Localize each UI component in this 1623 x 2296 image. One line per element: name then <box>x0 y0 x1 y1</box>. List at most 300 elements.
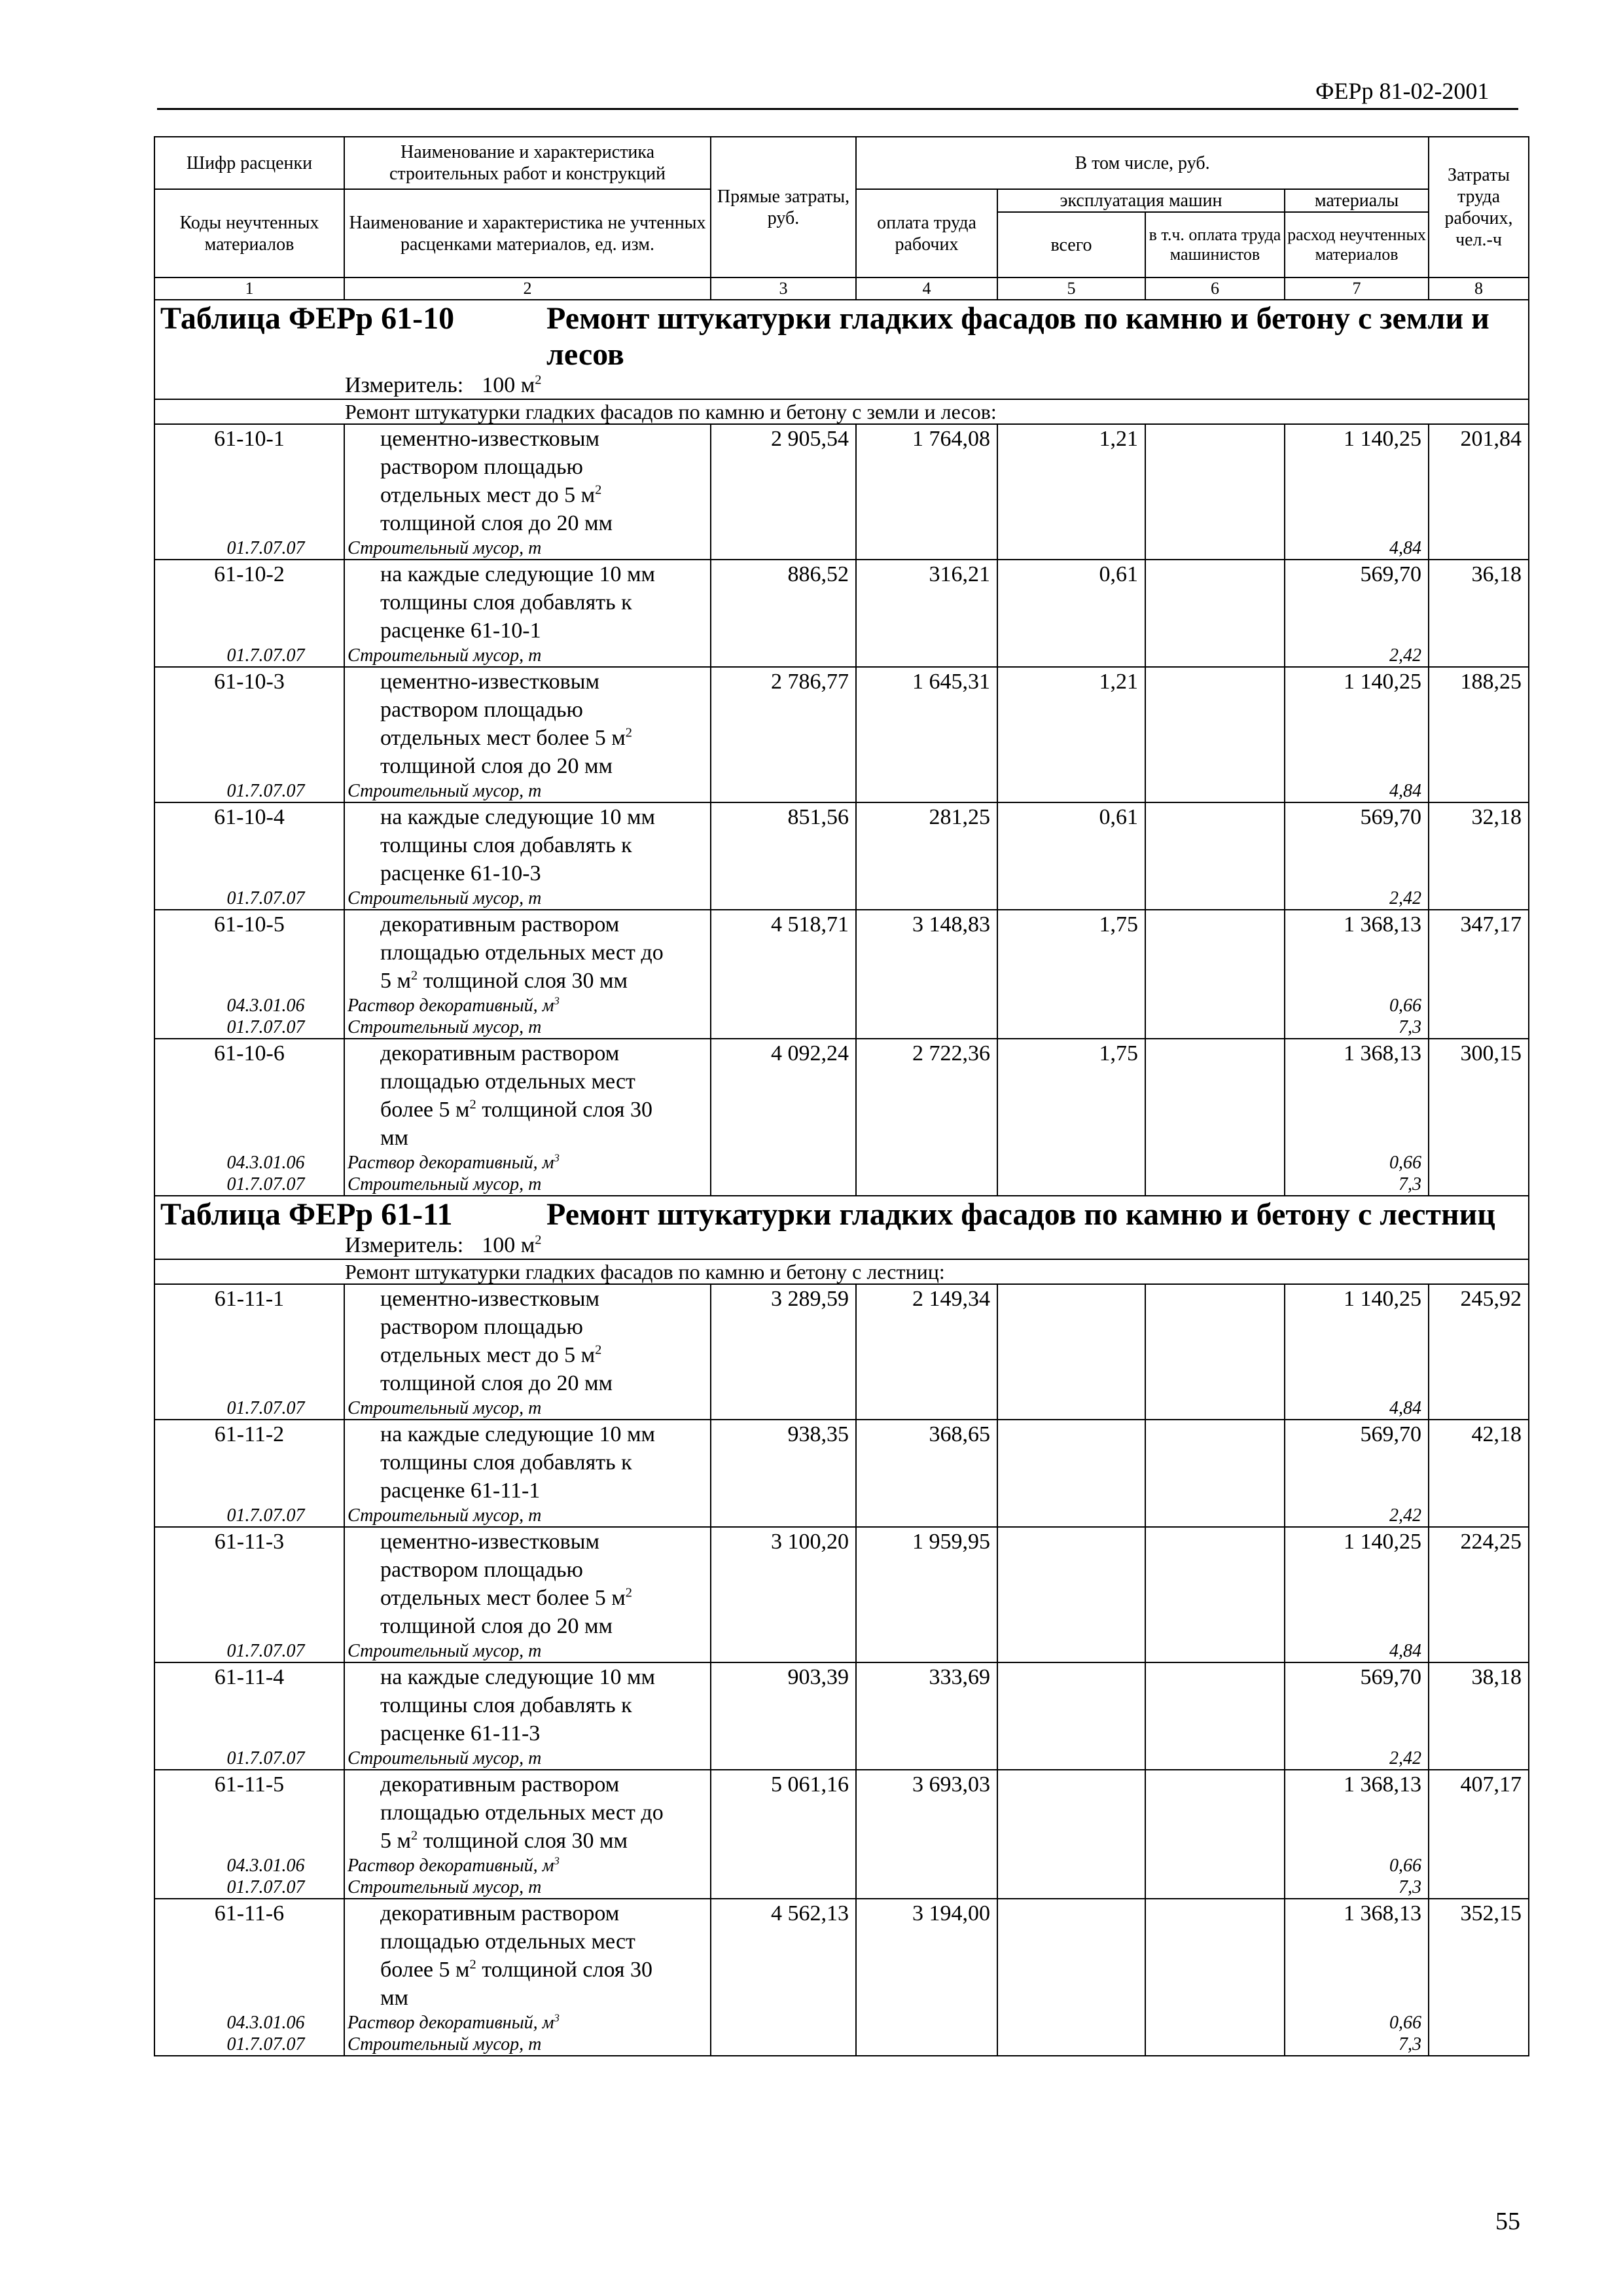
machines-total <box>997 1420 1145 1505</box>
price-table <box>154 136 1529 2056</box>
material-quantity: 2,42 <box>1285 645 1429 667</box>
machines-total <box>997 1527 1145 1640</box>
description-line: цементно-известковым <box>380 670 600 694</box>
empty-cell <box>1429 1016 1529 1039</box>
empty-cell <box>1145 1505 1285 1527</box>
material-quantity: 0,66 <box>1285 2012 1429 2034</box>
rate-row <box>154 667 1529 780</box>
col-material-names-header: Наименование и характеристика не учтенных расценками материалов, ед. изм. <box>344 189 711 278</box>
empty-cell <box>1429 1152 1529 1174</box>
labor-hours: 224,25 <box>1429 1527 1529 1640</box>
col-labor-hours-header: Затраты труда рабочих, чел.-ч <box>1429 137 1529 278</box>
empty-cell <box>856 888 997 910</box>
material-row <box>154 780 1529 802</box>
empty-cell <box>856 1876 997 1899</box>
material-row <box>154 1397 1529 1420</box>
material-name-text: Раствор декоративный, м <box>348 1153 554 1173</box>
material-quantity: 4,84 <box>1285 780 1429 802</box>
empty-cell <box>1145 995 1285 1016</box>
material-quantity: 7,3 <box>1285 1016 1429 1039</box>
description-line: более 5 м <box>380 1098 470 1122</box>
material-code: 01.7.07.07 <box>154 1397 344 1420</box>
material-row <box>154 1505 1529 1527</box>
labor-hours: 32,18 <box>1429 802 1529 888</box>
direct-cost: 851,56 <box>711 802 856 888</box>
material-name <box>344 1016 711 1039</box>
material-name <box>344 645 711 667</box>
rate-code: 61-10-6 <box>154 1039 344 1152</box>
empty-cell <box>856 1505 997 1527</box>
empty-cell <box>997 1174 1145 1196</box>
rate-description: декоративным раствором площадью отдельных мест более 5 $м^2$ толщиной слоя 30 мм <box>344 1899 711 2012</box>
empty-cell <box>1429 1855 1529 1876</box>
rate-row <box>154 560 1529 645</box>
table-name: Ремонт штукатурки гладких фасадов по камню и бетону с лестниц <box>546 1197 1495 1232</box>
page-number: 55 <box>1495 2208 1520 2235</box>
material-name: Раствор декоративный, $м^3$ <box>344 1152 711 1174</box>
material-quantity: 2,42 <box>1285 1505 1429 1527</box>
empty-cell <box>1145 888 1285 910</box>
description-line: раствором площадью <box>380 1315 583 1339</box>
material-name-text: Строительный мусор, т <box>348 1398 542 1418</box>
worker-pay: 3 693,03 <box>856 1770 997 1855</box>
material-row <box>154 1016 1529 1039</box>
material-name-text: Раствор декоративный, м <box>348 1856 554 1876</box>
table-section-cell <box>154 300 1529 399</box>
description-line: 5 м <box>380 969 412 993</box>
empty-cell <box>856 1397 997 1420</box>
table-header <box>154 137 1529 300</box>
material-quantity: 2,42 <box>1285 888 1429 910</box>
empty-cell <box>856 1855 997 1876</box>
table-body <box>154 300 1529 2056</box>
machines-total: 0,61 <box>997 802 1145 888</box>
description-line: цементно-известковым <box>380 427 600 451</box>
empty-cell <box>997 1640 1145 1662</box>
material-name-text: Строительный мусор, т <box>348 538 542 558</box>
empty-cell <box>997 995 1145 1016</box>
material-code: 04.3.01.06 <box>154 995 344 1016</box>
description-line: декоративным раствором <box>380 912 620 937</box>
empty-cell <box>1429 645 1529 667</box>
machines-total: 1,21 <box>997 667 1145 780</box>
material-name-text: Строительный мусор, т <box>348 1017 542 1037</box>
empty-cell <box>997 645 1145 667</box>
labor-hours: 347,17 <box>1429 910 1529 995</box>
meter-label: Измеритель: <box>345 373 464 397</box>
material-code: 04.3.01.06 <box>154 2012 344 2034</box>
table-subtitle: Ремонт штукатурки гладких фасадов по камню и бетону с лестниц: <box>154 1259 1529 1284</box>
description-line: толщины слоя добавлять к <box>380 1450 632 1475</box>
empty-cell <box>1429 1397 1529 1420</box>
material-row <box>154 645 1529 667</box>
material-name-text: Строительный мусор, т <box>348 1748 542 1768</box>
material-row <box>154 2034 1529 2056</box>
description-line: цементно-известковым <box>380 1530 600 1554</box>
empty-cell <box>1429 2012 1529 2034</box>
table-name: Ремонт штукатурки гладких фасадов по камню и бетону с земли и лесов <box>546 301 1489 372</box>
description-line: площадью отдельных мест <box>380 1929 635 1954</box>
description-line: раствором площадью <box>380 455 583 479</box>
material-name <box>344 537 711 560</box>
rate-description <box>344 1662 711 1748</box>
rate-description: цементно-известковым раствором площадью отдельных мест более 5 $м^2$ толщиной слоя до 20 мм <box>344 1527 711 1640</box>
empty-cell <box>856 1640 997 1662</box>
rate-code: 61-10-2 <box>154 560 344 645</box>
rate-row <box>154 1899 1529 2012</box>
description-line: площадью отдельных мест до <box>380 1801 664 1825</box>
machines-total <box>997 1899 1145 2012</box>
direct-cost: 3 100,20 <box>711 1527 856 1640</box>
worker-pay: 2 149,34 <box>856 1284 997 1397</box>
empty-cell <box>1429 1174 1529 1196</box>
material-name-text: Строительный мусор, т <box>348 1877 542 1897</box>
material-row <box>154 995 1529 1016</box>
col-materials-header: материалы <box>1285 189 1429 212</box>
description-line: толщиной слоя 30 мм <box>418 969 628 993</box>
material-name-text: Строительный мусор, т <box>348 781 542 801</box>
empty-cell <box>711 995 856 1016</box>
rate-code: 61-11-5 <box>154 1770 344 1855</box>
machines-total: 0,61 <box>997 560 1145 645</box>
empty-cell <box>711 2012 856 2034</box>
table-section-header <box>154 300 1529 399</box>
empty-cell <box>711 1505 856 1527</box>
rate-description <box>344 1420 711 1505</box>
material-name-text: Строительный мусор, т <box>348 1505 542 1526</box>
worker-pay: 281,25 <box>856 802 997 888</box>
empty-cell <box>856 1748 997 1770</box>
material-name-text: Раствор декоративный, м <box>348 996 554 1016</box>
material-quantity: 0,66 <box>1285 1855 1429 1876</box>
rate-description <box>344 802 711 888</box>
direct-cost: 4 518,71 <box>711 910 856 995</box>
material-row <box>154 1876 1529 1899</box>
table-section-header <box>154 1196 1529 1259</box>
material-code: 01.7.07.07 <box>154 1876 344 1899</box>
table-subtitle: Ремонт штукатурки гладких фасадов по камню и бетону с земли и лесов: <box>154 399 1529 424</box>
empty-cell <box>1429 537 1529 560</box>
materials-cost: 1 368,13 <box>1285 1899 1429 2012</box>
empty-cell <box>997 1855 1145 1876</box>
material-name-text: Строительный мусор, т <box>348 2034 542 2054</box>
material-name <box>344 1397 711 1420</box>
material-row <box>154 537 1529 560</box>
rate-code: 61-11-3 <box>154 1527 344 1640</box>
labor-hours: 300,15 <box>1429 1039 1529 1152</box>
rate-code: 61-10-1 <box>154 424 344 537</box>
operator-pay <box>1145 560 1285 645</box>
description-line: толщиной слоя до 20 мм <box>380 1614 613 1638</box>
worker-pay: 3 194,00 <box>856 1899 997 2012</box>
column-numbers-row <box>154 278 1529 300</box>
description-line: толщиной слоя до 20 мм <box>380 1371 613 1395</box>
labor-hours: 245,92 <box>1429 1284 1529 1397</box>
description-line: отдельных мест более 5 м <box>380 1586 626 1610</box>
meter-label: Измеритель: <box>345 1233 464 1257</box>
table-meter: Измеритель: 100 $м^2$ <box>345 1232 542 1257</box>
rate-description: декоративным раствором площадью отдельных мест до 5 $м^2$ толщиной слоя 30 мм <box>344 910 711 995</box>
empty-cell <box>856 2034 997 2056</box>
empty-cell <box>997 1748 1145 1770</box>
worker-pay: 368,65 <box>856 1420 997 1505</box>
description-line: толщины слоя добавлять к <box>380 590 632 615</box>
material-quantity: 4,84 <box>1285 537 1429 560</box>
description-line: расценке 61-10-1 <box>380 619 541 643</box>
operator-pay <box>1145 1527 1285 1640</box>
description-line: толщиной слоя 30 <box>476 1958 652 1982</box>
empty-cell <box>711 1748 856 1770</box>
empty-cell <box>1145 1640 1285 1662</box>
rate-row <box>154 424 1529 537</box>
col-work-name-header: Наименование и характеристика строительных работ и конструкций <box>344 137 711 189</box>
empty-cell <box>711 1855 856 1876</box>
description-line: расценке 61-11-3 <box>380 1721 541 1746</box>
empty-cell <box>1429 1748 1529 1770</box>
material-code: 01.7.07.07 <box>154 1016 344 1039</box>
description-line: раствором площадью <box>380 1558 583 1582</box>
col-material-codes-header: Коды неучтенных материалов <box>154 189 344 278</box>
rate-description: декоративным раствором площадью отдельных мест до 5 $м^2$ толщиной слоя 30 мм <box>344 1770 711 1855</box>
machines-total: 1,75 <box>997 910 1145 995</box>
material-quantity: 4,84 <box>1285 1640 1429 1662</box>
col-unaccounted-materials-header: расход неучтенных материалов <box>1285 212 1429 278</box>
material-row <box>154 1640 1529 1662</box>
materials-cost: 569,70 <box>1285 802 1429 888</box>
empty-cell <box>856 995 997 1016</box>
description-line: расценке 61-11-1 <box>380 1479 541 1503</box>
empty-cell <box>997 2012 1145 2034</box>
empty-cell <box>997 888 1145 910</box>
col-number: 1 <box>154 278 344 300</box>
operator-pay <box>1145 1039 1285 1152</box>
description-line: отдельных мест более 5 м <box>380 726 626 750</box>
rate-code: 61-11-6 <box>154 1899 344 2012</box>
material-row <box>154 1855 1529 1876</box>
rate-row <box>154 910 1529 995</box>
empty-cell <box>1145 1876 1285 1899</box>
table-title: Таблица ФЕРр 61-11 <box>160 1197 453 1232</box>
materials-cost: 1 140,25 <box>1285 1284 1429 1397</box>
labor-hours: 201,84 <box>1429 424 1529 537</box>
description-line: площадью отдельных мест <box>380 1069 635 1094</box>
description-line: более 5 м <box>380 1958 470 1982</box>
empty-cell <box>711 780 856 802</box>
empty-cell <box>856 537 997 560</box>
material-code: 01.7.07.07 <box>154 1640 344 1662</box>
rate-code: 61-10-5 <box>154 910 344 995</box>
description-line: толщиной слоя 30 мм <box>418 1829 628 1853</box>
material-quantity: 2,42 <box>1285 1748 1429 1770</box>
operator-pay <box>1145 1420 1285 1505</box>
col-number: 6 <box>1145 278 1285 300</box>
rate-description: цементно-известковым раствором площадью отдельных мест более 5 $м^2$ толщиной слоя до 20 мм <box>344 667 711 780</box>
col-direct-cost-header: Прямые затраты, руб. <box>711 137 856 278</box>
materials-cost: 1 140,25 <box>1285 1527 1429 1640</box>
empty-cell <box>1145 1397 1285 1420</box>
material-name-text: Строительный мусор, т <box>348 888 542 908</box>
material-quantity: 0,66 <box>1285 995 1429 1016</box>
material-quantity: 7,3 <box>1285 1876 1429 1899</box>
operator-pay <box>1145 1899 1285 2012</box>
material-name-text: Раствор декоративный, м <box>348 2013 554 2033</box>
table-section-cell <box>154 1196 1529 1259</box>
materials-cost: 569,70 <box>1285 1420 1429 1505</box>
col-group-header: В том числе, руб. <box>856 137 1429 189</box>
empty-cell <box>1429 1505 1529 1527</box>
col-rate-code-header: Шифр расценки <box>154 137 344 189</box>
material-name <box>344 1748 711 1770</box>
material-code: 01.7.07.07 <box>154 1174 344 1196</box>
rate-code: 61-11-4 <box>154 1662 344 1748</box>
direct-cost: 903,39 <box>711 1662 856 1748</box>
direct-cost: 3 289,59 <box>711 1284 856 1397</box>
price-table-frame <box>154 136 1528 2178</box>
material-code: 01.7.07.07 <box>154 780 344 802</box>
materials-cost: 569,70 <box>1285 560 1429 645</box>
description-line: цементно-известковым <box>380 1287 600 1311</box>
material-code: 01.7.07.07 <box>154 2034 344 2056</box>
material-code: 01.7.07.07 <box>154 645 344 667</box>
operator-pay <box>1145 667 1285 780</box>
empty-cell <box>856 1016 997 1039</box>
direct-cost: 4 092,24 <box>711 1039 856 1152</box>
table-subtitle-row <box>154 1259 1529 1284</box>
material-name <box>344 1505 711 1527</box>
empty-cell <box>997 1505 1145 1527</box>
empty-cell <box>711 1152 856 1174</box>
table-meter: Измеритель: 100 $м^2$ <box>345 372 542 397</box>
materials-cost: 1 140,25 <box>1285 424 1429 537</box>
material-quantity: 7,3 <box>1285 2034 1429 2056</box>
direct-cost: 4 562,13 <box>711 1899 856 2012</box>
material-code: 01.7.07.07 <box>154 537 344 560</box>
material-code: 04.3.01.06 <box>154 1855 344 1876</box>
machines-total <box>997 1284 1145 1397</box>
description-line: мм <box>380 1986 409 2010</box>
col-number: 3 <box>711 278 856 300</box>
empty-cell <box>1145 1855 1285 1876</box>
material-name <box>344 1640 711 1662</box>
rate-row <box>154 1527 1529 1640</box>
rate-row <box>154 1284 1529 1397</box>
worker-pay: 1 959,95 <box>856 1527 997 1640</box>
empty-cell <box>1429 1640 1529 1662</box>
empty-cell <box>1429 995 1529 1016</box>
material-code: 01.7.07.07 <box>154 1748 344 1770</box>
empty-cell <box>1429 1876 1529 1899</box>
description-line: толщины слоя добавлять к <box>380 1693 632 1717</box>
material-name-text: Строительный мусор, т <box>348 1641 542 1661</box>
operator-pay <box>1145 1662 1285 1748</box>
labor-hours: 407,17 <box>1429 1770 1529 1855</box>
empty-cell <box>711 645 856 667</box>
operator-pay <box>1145 424 1285 537</box>
empty-cell <box>711 1876 856 1899</box>
material-name-text: Строительный мусор, т <box>348 645 542 666</box>
empty-cell <box>856 780 997 802</box>
material-row <box>154 2012 1529 2034</box>
machines-total <box>997 1770 1145 1855</box>
description-line: декоративным раствором <box>380 1901 620 1926</box>
description-line: расценке 61-10-3 <box>380 861 541 886</box>
col-number: 7 <box>1285 278 1429 300</box>
rate-row <box>154 802 1529 888</box>
material-name: Раствор декоративный, $м^3$ <box>344 2012 711 2034</box>
rate-description <box>344 560 711 645</box>
machines-total: 1,75 <box>997 1039 1145 1152</box>
material-name: Раствор декоративный, $м^3$ <box>344 1855 711 1876</box>
description-line: толщины слоя добавлять к <box>380 833 632 857</box>
rate-row <box>154 1770 1529 1855</box>
empty-cell <box>997 2034 1145 2056</box>
empty-cell <box>997 780 1145 802</box>
empty-cell <box>1429 888 1529 910</box>
empty-cell <box>1145 2012 1285 2034</box>
empty-cell <box>711 2034 856 2056</box>
description-line: 5 м <box>380 1829 412 1853</box>
materials-cost: 1 140,25 <box>1285 667 1429 780</box>
description-line: на каждые следующие 10 мм <box>380 1665 656 1689</box>
description-line: декоративным раствором <box>380 1772 620 1797</box>
direct-cost: 5 061,16 <box>711 1770 856 1855</box>
empty-cell <box>1145 537 1285 560</box>
description-line: мм <box>380 1126 409 1150</box>
empty-cell <box>1145 1152 1285 1174</box>
direct-cost: 938,35 <box>711 1420 856 1505</box>
worker-pay: 316,21 <box>856 560 997 645</box>
empty-cell <box>856 1174 997 1196</box>
description-line: площадью отдельных мест до <box>380 941 664 965</box>
rate-code: 61-10-4 <box>154 802 344 888</box>
col-machines-header: эксплуатация машин <box>997 189 1285 212</box>
direct-cost: 2 905,54 <box>711 424 856 537</box>
document-code: ФЕРр 81-02-2001 <box>1315 78 1489 104</box>
empty-cell <box>1145 1174 1285 1196</box>
description-line: на каждые следующие 10 мм <box>380 805 656 829</box>
machines-total: 1,21 <box>997 424 1145 537</box>
empty-cell <box>711 1016 856 1039</box>
labor-hours: 188,25 <box>1429 667 1529 780</box>
material-name <box>344 1174 711 1196</box>
meter-value: 100 м <box>482 1233 535 1257</box>
rate-code: 61-10-3 <box>154 667 344 780</box>
rate-row <box>154 1039 1529 1152</box>
operator-pay <box>1145 1770 1285 1855</box>
material-name <box>344 888 711 910</box>
material-code: 04.3.01.06 <box>154 1152 344 1174</box>
col-number: 5 <box>997 278 1145 300</box>
empty-cell <box>997 1876 1145 1899</box>
material-name: Раствор декоративный, $м^3$ <box>344 995 711 1016</box>
col-number: 2 <box>344 278 711 300</box>
material-name <box>344 1876 711 1899</box>
worker-pay: 1 764,08 <box>856 424 997 537</box>
empty-cell <box>856 1152 997 1174</box>
operator-pay <box>1145 910 1285 995</box>
header-rule <box>157 108 1518 110</box>
col-operator-pay-header: в т.ч. оплата труда машинистов <box>1145 212 1285 278</box>
labor-hours: 38,18 <box>1429 1662 1529 1748</box>
empty-cell <box>856 2012 997 2034</box>
materials-cost: 1 368,13 <box>1285 910 1429 995</box>
worker-pay: 3 148,83 <box>856 910 997 995</box>
material-quantity: 4,84 <box>1285 1397 1429 1420</box>
empty-cell <box>1429 780 1529 802</box>
description-line: толщиной слоя 30 <box>476 1098 652 1122</box>
empty-cell <box>997 1397 1145 1420</box>
material-row <box>154 888 1529 910</box>
